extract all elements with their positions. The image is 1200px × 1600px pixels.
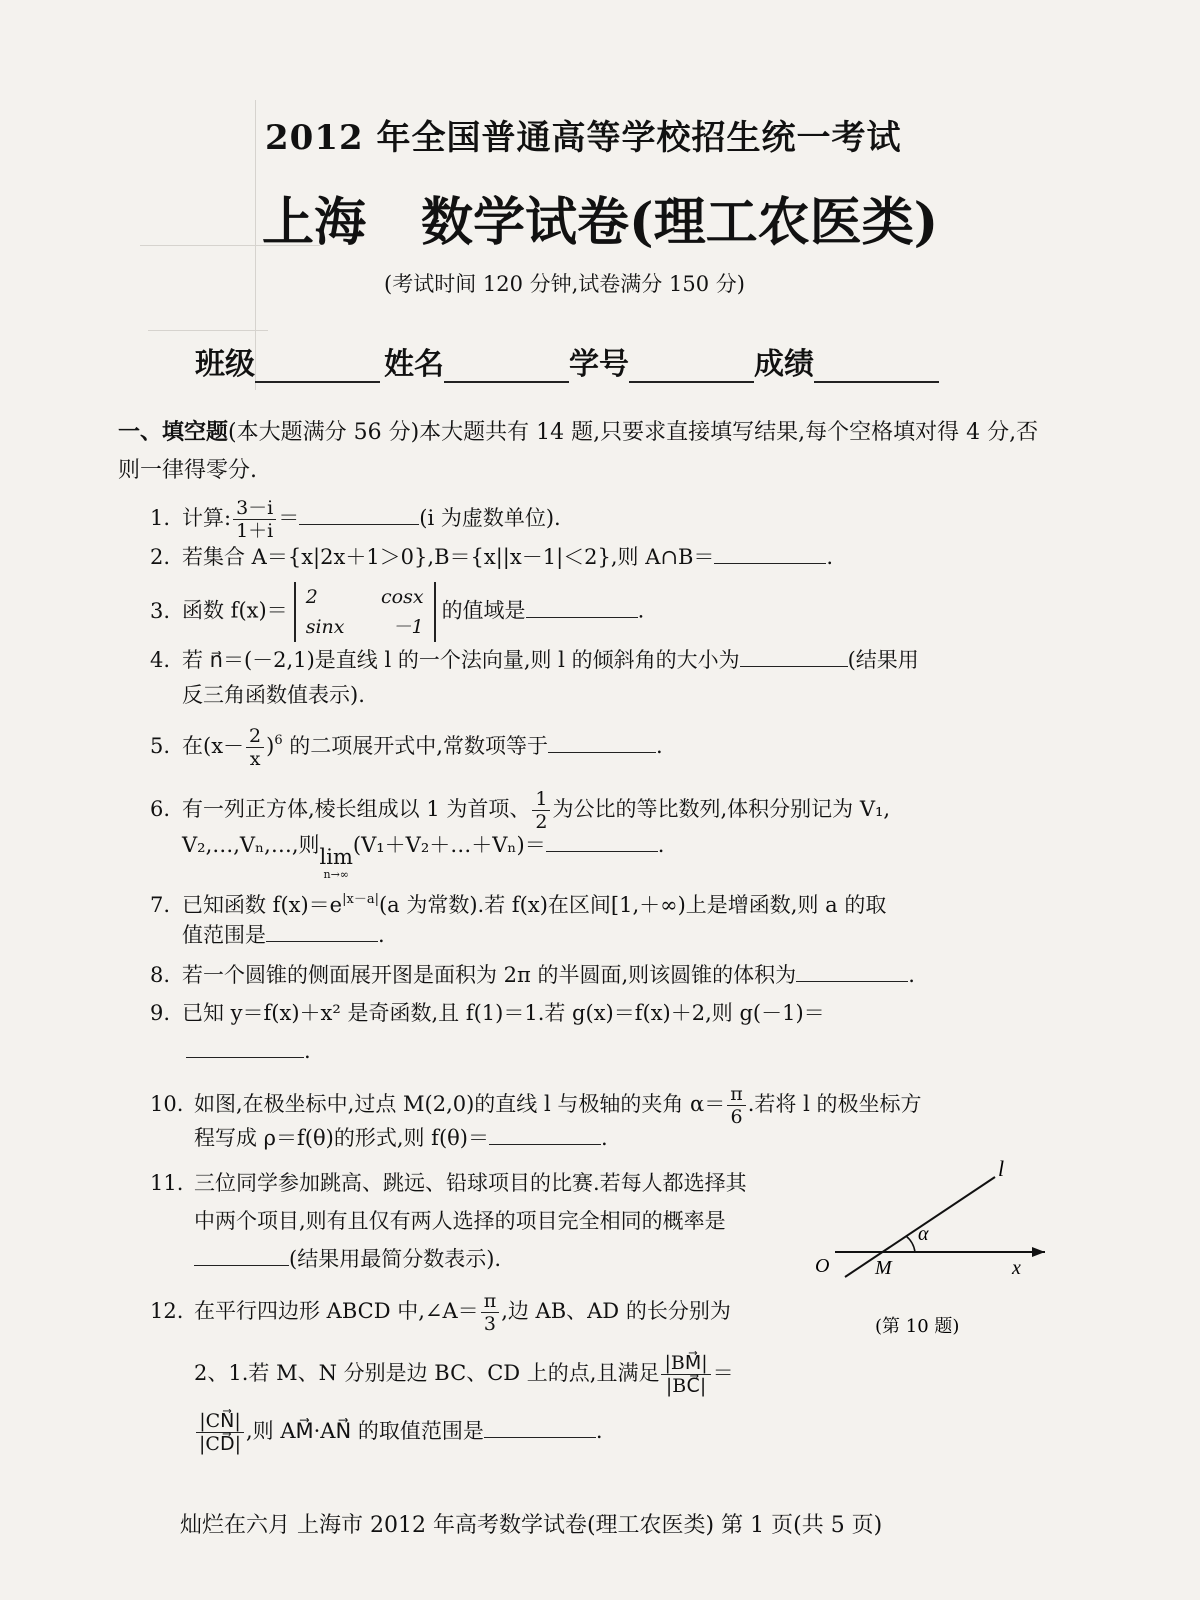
q7-text-b: (a 为常数).若 f(x)在区间[1,＋∞)上是增函数,则 a 的取 [378,893,887,917]
q11-text: 三位同学参加跳高、跳远、铅球项目的比赛.若每人都选择其 [194,1171,747,1195]
q12-equals: ＝ [712,1361,734,1385]
question-4-cont [182,680,365,710]
q12-text-c: 2、1.若 M、N 分别是边 BC、CD 上的点,且满足 [194,1361,660,1385]
question-7-cont [182,920,385,950]
exam-info: (考试时间 120 分钟,试卷满分 150 分) [384,272,745,296]
class-field[interactable] [255,355,380,383]
q7-answer-blank[interactable] [266,921,378,942]
q4-text-c: 反三角函数值表示). [182,683,365,707]
q3-end: . [637,598,645,623]
q5-numerator: 2 [246,725,264,748]
question-12-cont2 [194,1410,603,1455]
section-1-intro: (本大题满分 56 分)本大题共有 14 题,只要求直接填写结果,每个空格填对得 4 分,否则一律得零分. [118,420,1039,483]
question-3 [150,582,644,642]
exam-title-line2 [262,180,938,255]
q5-end: . [655,734,663,758]
name-field[interactable] [444,355,569,383]
q1-numerator: 3－i [233,497,276,520]
q9-end: . [304,1039,311,1063]
q3-determinant [294,582,436,642]
q5-answer-blank[interactable] [548,732,656,753]
exam-title-line1: 2012 年全国普通高等学校招生统一考试 [265,118,902,158]
q3-text-b: 的值域是 [441,598,526,623]
q5-text-c: 的二项展开式中,常数项等于 [282,734,548,758]
q12-text-b: ,边 AB、AD 的长分别为 [501,1299,731,1323]
lim-symbol: lim [319,845,353,869]
question-11-cont2 [194,1244,501,1274]
q11-text-c: (结果用最简分数表示). [289,1247,502,1271]
lim-subscript: n→∞ [323,868,349,881]
q1-note: (i 为虚数单位). [419,506,561,530]
q12-ratio-numerator: |BM⃗| [661,1352,710,1375]
q6-fraction [532,788,550,833]
q5-text: 在(x－ [182,734,245,758]
q8-end: . [908,963,915,987]
q10-text: 如图,在极坐标中,过点 M(2,0)的直线 l 与极轴的夹角 α＝ [194,1092,726,1116]
question-number: 8. [150,963,171,987]
question-10 [150,1083,921,1128]
q3-answer-blank[interactable] [526,597,638,618]
q6-end: . [657,833,665,857]
section-1-heading [118,413,1053,490]
question-number: 10. [150,1092,184,1116]
question-9 [150,998,825,1028]
label-l: l [998,1156,1005,1181]
q10-fraction [727,1083,746,1128]
q12-answer-blank[interactable] [484,1417,596,1438]
q7-text: 已知函数 f(x)＝e [182,893,343,917]
question-2 [150,542,833,572]
label-x-axis: x [1012,1257,1021,1279]
q7-exponent: |x－a| [342,892,379,907]
id-field[interactable] [629,355,754,383]
q9-text: 已知 y＝f(x)＋x² 是奇函数,且 f(1)＝1.若 g(x)＝f(x)＋2,则 g(－1)＝ [182,1001,825,1025]
q12-ratio-numerator: |CN⃗| [196,1410,244,1433]
det-cell: sinx [305,616,345,638]
q6-text-b: 为公比的等比数列,体积分别记为 V₁, [552,797,891,821]
q6-numerator: 1 [532,788,550,811]
id-label: 学号 [569,347,629,382]
class-label: 班级 [195,347,255,382]
q10-answer-blank[interactable] [489,1124,601,1145]
subject-label: 数学试卷(理工农医类) [421,192,939,253]
question-6-cont [182,830,664,884]
question-6 [150,788,890,833]
score-label: 成绩 [754,347,814,382]
question-number: 6. [150,797,171,821]
q2-answer-blank[interactable] [714,543,826,564]
question-number: 5. [150,734,171,758]
label-alpha: α [918,1223,929,1245]
label-point-M: M [875,1257,892,1279]
question-9-cont [186,1036,311,1066]
q6-denominator: 2 [535,811,548,833]
question-11 [150,1168,747,1198]
q9-answer-blank[interactable] [186,1037,304,1058]
q2-end: . [826,545,834,569]
det-cell: cosx [381,586,424,608]
q6-limit [319,845,353,884]
q6-text-d: (V₁＋V₂＋…＋Vₙ)＝ [352,833,546,857]
question-number: 2. [150,545,171,569]
q6-text-c: V₂,…,Vₙ,…,则 [182,833,320,857]
q12-fraction [481,1290,500,1335]
question-8 [150,960,915,990]
question-12-cont [194,1352,734,1397]
question-number: 3. [150,598,171,623]
q5-denominator: x [249,748,261,770]
angle-arc [906,1236,915,1252]
question-10-cont [194,1123,608,1153]
q4-answer-blank[interactable] [740,646,848,667]
figure-q10 [815,1156,1060,1340]
question-4 [150,645,919,675]
q12-ratio-bm-bc [661,1352,710,1397]
q10-text-c: 程写成 ρ＝f(θ)的形式,则 f(θ)＝ [194,1126,489,1150]
section-1-title: 一、填空题 [118,419,229,445]
q11-answer-blank[interactable] [194,1245,289,1266]
q7-text-c: 值范围是 [182,923,266,947]
question-12 [150,1290,731,1335]
question-number: 1. [150,506,171,530]
q10-end: . [600,1126,608,1150]
det-cell: －1 [392,616,424,638]
q4-text-b: (结果用 [847,648,919,672]
q4-text: 若 n⃗＝(－2,1)是直线 l 的一个法向量,则 l 的倾斜角的大小为 [182,648,740,672]
q5-exponent: 6 [274,733,283,748]
figure-caption: (第 10 题) [875,1316,960,1337]
name-label: 姓名 [384,347,444,382]
q12-end: . [595,1419,603,1443]
region-label: 上海 [262,192,367,253]
q11-text-b: 中两个项目,则有且仅有两人选择的项目完全相同的概率是 [194,1209,726,1233]
q1-equals: ＝ [278,506,300,530]
question-number: 4. [150,648,171,672]
question-number: 12. [150,1299,184,1323]
q5-fraction [246,725,264,770]
q10-numerator: π [727,1083,746,1106]
q10-text-b: .若将 l 的极坐标方 [747,1092,922,1116]
q5-paren: ) [266,734,275,758]
question-7 [150,885,886,920]
q6-answer-blank[interactable] [546,831,658,852]
axis-arrowhead [1032,1247,1045,1257]
q12-text-e: ,则 AM⃗·AN⃗ 的取值范围是 [245,1419,484,1443]
q12-denominator: 3 [483,1313,496,1335]
question-number: 7. [150,893,171,917]
q12-ratio-denominator: |BC⃗| [665,1375,707,1397]
q3-text: 函数 f(x)＝ [182,598,288,623]
student-info-row [195,333,939,383]
question-5 [150,725,663,770]
q8-text: 若一个圆锥的侧面展开图是面积为 2π 的半圆面,则该圆锥的体积为 [182,963,797,987]
det-cell: 2 [305,586,318,608]
q8-answer-blank[interactable] [796,961,908,982]
q1-answer-blank[interactable] [299,504,419,525]
page-footer: 灿烂在六月 上海市 2012 年高考数学试卷(理工农医类) 第 1 页(共 5 页) [180,1513,883,1538]
q1-fraction [233,497,276,542]
q10-denominator: 6 [730,1106,743,1128]
q12-ratio-cn-cd [196,1410,244,1455]
q12-numerator: π [481,1290,500,1313]
q1-text: 计算: [182,506,232,530]
score-field[interactable] [814,355,939,383]
q6-text: 有一列正方体,棱长组成以 1 为首项、 [182,797,531,821]
question-1 [150,497,561,542]
q1-denominator: 1＋i [236,520,274,542]
question-11-cont [194,1206,726,1236]
bleed-line-2 [148,330,268,331]
q12-text: 在平行四边形 ABCD 中,∠A＝ [194,1299,479,1323]
q7-end: . [378,923,385,947]
question-number: 9. [150,1001,171,1025]
label-origin-O: O [815,1255,830,1277]
q12-ratio-denominator: |CD⃗| [199,1433,241,1455]
q2-text: 若集合 A＝{x|2x＋1＞0},B＝{x||x－1|＜2},则 A∩B＝ [182,545,715,569]
question-number: 11. [150,1171,184,1195]
